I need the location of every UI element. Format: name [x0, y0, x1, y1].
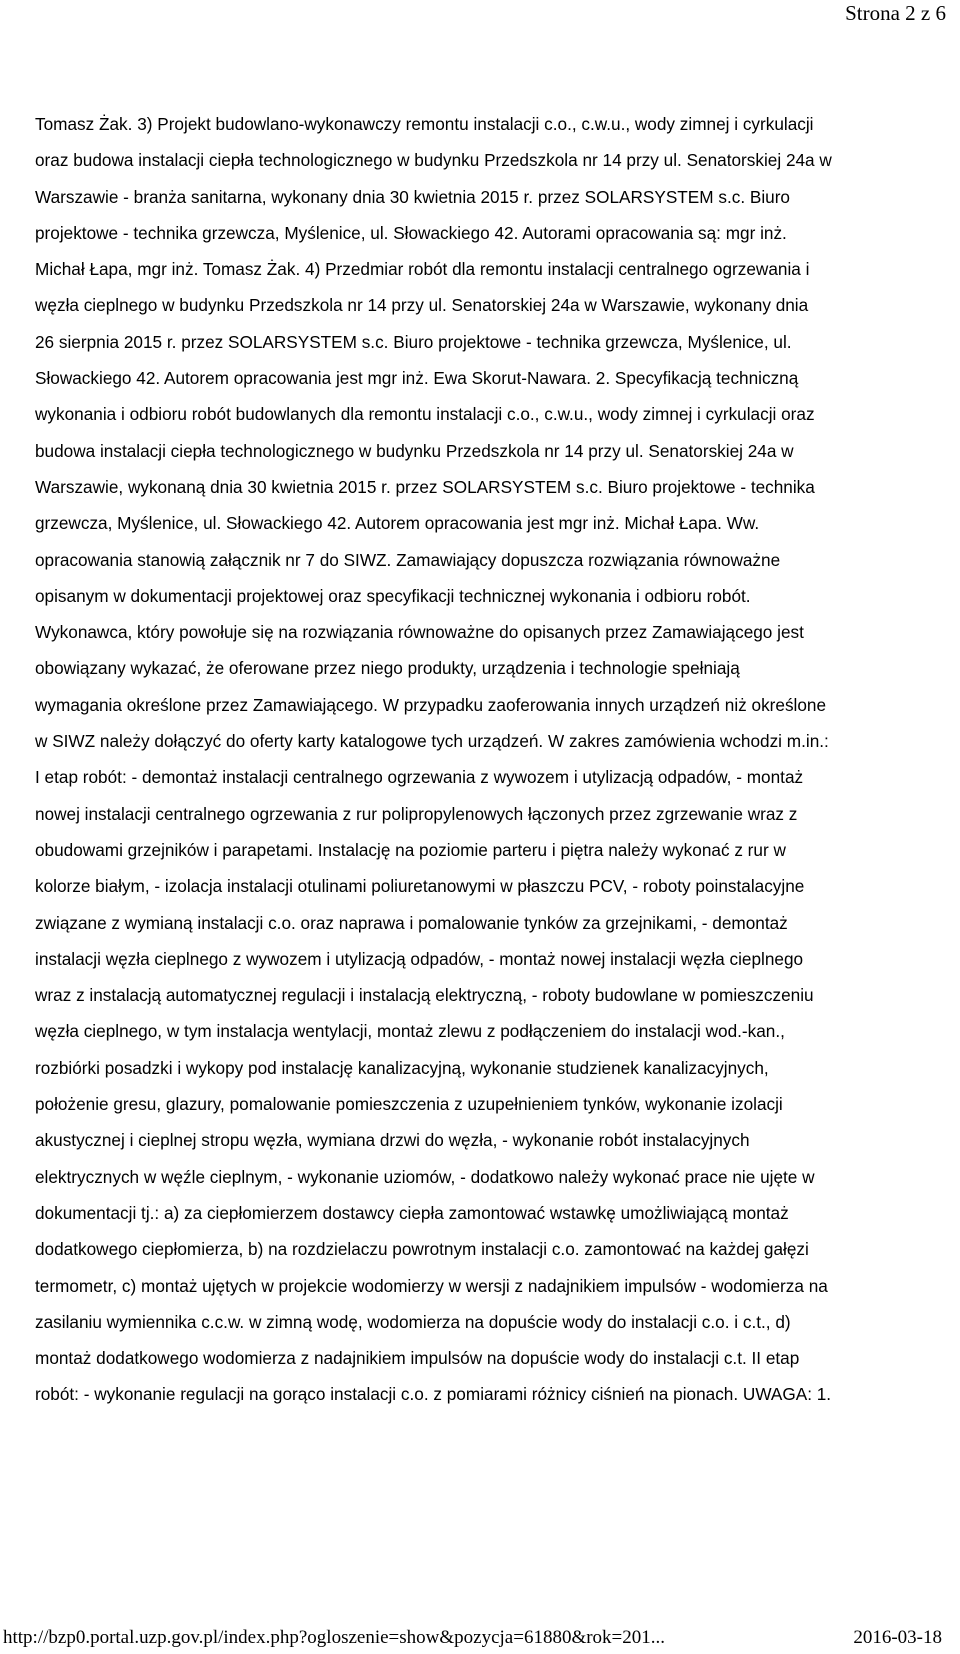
text-line: obowiązany wykazać, że oferowane przez niego produkty, urządzenia i technologie spełniają [35, 658, 740, 679]
text-line: zasilaniu wymiennika c.c.w. w zimną wodę, wodomierza na dopuście wody do instalacji c.o. i c.t., d) [35, 1311, 791, 1332]
text-line: nowej instalacji centralnego ogrzewania z rur polipropylenowych łączonych przez zgrzewanie wraz z [35, 803, 798, 824]
text-line: Wykonawca, który powołuje się na rozwiązania równoważne do opisanych przez Zamawiającego jest [35, 622, 804, 643]
text-line: grzewcza, Myślenice, ul. Słowackiego 42. Autorem opracowania jest mgr inż. Michał Łapa. Ww. [35, 513, 760, 534]
text-line: akustycznej i cieplnej stropu węzła, wymiana drzwi do węzła, - wykonanie robót instalacyjnych [35, 1130, 750, 1151]
text-line: termometr, c) montaż ujętych w projekcie wodomierzy w wersji z nadajnikiem impulsów - wodomierza na [35, 1275, 828, 1296]
text-line: budowa instalacji ciepła technologicznego w budynku Przedszkola nr 14 przy ul. Senatorskiej 24a w [35, 440, 794, 461]
text-line: I etap robót: - demontaż instalacji centralnego ogrzewania z wywozem i utylizacją odpadów, - montaż [35, 767, 804, 788]
page-footer [0, 1624, 960, 1652]
text-line: dodatkowego ciepłomierza, b) na rozdzielaczu powrotnym instalacji c.o. zamontować na każdej gałęzi [35, 1239, 809, 1260]
text-line: dokumentacji tj.: a) za ciepłomierzem dostawcy ciepła zamontować wstawkę umożliwiającą montaż [35, 1202, 789, 1223]
text-line: rozbiórki posadzki i wykopy pod instalację kanalizacyjną, wykonanie studzienek kanalizacyjnych, [35, 1057, 769, 1078]
text-line: obudowami grzejników i parapetami. Instalację na poziomie parteru i piętra należy wykonać z rur w [35, 839, 786, 860]
text-line: Michał Łapa, mgr inż. Tomasz Żak. 4) Przedmiar robót dla remontu instalacji centralnego ogrzewania i [35, 259, 810, 280]
print-date: 2016-03-18 [853, 1627, 942, 1648]
text-line: węzła cieplnego w budynku Przedszkola nr 14 przy ul. Senatorskiej 24a w Warszawie, wykonany dnia [35, 295, 809, 316]
document-body [35, 106, 935, 1413]
text-line: robót: - wykonanie regulacji na gorąco instalacji c.o. z pomiarami różnicy ciśnień na pionach. UWAGA: 1. [35, 1384, 832, 1405]
text-line: montaż dodatkowego wodomierza z nadajnikiem impulsów na dopuście wody do instalacji c.t. II etap [35, 1348, 800, 1369]
text-line: wymagania określone przez Zamawiającego. W przypadku zaoferowania innych urządzeń niż określone [35, 694, 827, 715]
text-line: Słowackiego 42. Autorem opracowania jest mgr inż. Ewa Skorut-Nawara. 2. Specyfikacją techniczną [35, 368, 799, 389]
text-line: elektrycznych w węźle cieplnym, - wykonanie uziomów, - dodatkowo należy wykonać prace nie ujęte w [35, 1166, 815, 1187]
text-line: w SIWZ należy dołączyć do oferty karty katalogowe tych urządzeń. W zakres zamówienia wchodzi m.in.: [35, 731, 829, 752]
text-line: Warszawie, wykonaną dnia 30 kwietnia 2015 r. przez SOLARSYSTEM s.c. Biuro projektowe - technika [35, 476, 815, 497]
text-line: Tomasz Żak. 3) Projekt budowlano-wykonawczy remontu instalacji c.o., c.w.u., wody zimnej i cyrkulacji [35, 114, 814, 134]
text-line: węzła cieplnego, w tym instalacja wentylacji, montaż zlewu z podłączeniem do instalacji wod.-kan., [35, 1021, 785, 1042]
text-line: opisanym w dokumentacji projektowej oraz specyfikacji technicznej wykonania i odbioru robót. [35, 585, 751, 606]
text-line: wykonania i odbioru robót budowlanych dla remontu instalacji c.o., c.w.u., wody zimnej i cyrkulacji oraz [35, 404, 815, 425]
text-line: oraz budowa instalacji ciepła technologicznego w budynku Przedszkola nr 14 przy ul. Senatorskiej 24a w [35, 150, 832, 171]
text-line: Warszawie - branża sanitarna, wykonany dnia 30 kwietnia 2015 r. przez SOLARSYSTEM s.c. Biuro [35, 186, 790, 207]
text-line: kolorze białym, - izolacja instalacji otulinami poliuretanowymi w płaszczu PCV, - roboty poinstalacyjne [35, 876, 805, 897]
text-line: 26 sierpnia 2015 r. przez SOLARSYSTEM s.c. Biuro projektowe - technika grzewcza, Myślenice, ul. [35, 331, 792, 352]
page-number: Strona 2 z 6 [845, 1, 946, 25]
text-line: instalacji węzła cieplnego z wywozem i utylizacją odpadów, - montaż nowej instalacji węzła cieplnego [35, 948, 804, 969]
text-line: wraz z instalacją automatycznej regulacji i instalacją elektryczną, - roboty budowlane w pomieszczeniu [35, 985, 814, 1006]
text-line: związane z wymianą instalacji c.o. oraz naprawa i pomalowanie tynków za grzejnikami, - demontaż [35, 912, 788, 933]
source-url: http://bzp0.portal.uzp.gov.pl/index.php?ogloszenie=show&pozycja=61880&rok=201... [3, 1627, 666, 1648]
text-line: opracowania stanowią załącznik nr 7 do SIWZ. Zamawiający dopuszcza rozwiązania równoważne [35, 549, 781, 570]
text-line: projektowe - technika grzewcza, Myślenice, ul. Słowackiego 42. Autorami opracowania są: mgr inż. [35, 222, 787, 243]
text-line: położenie gresu, glazury, pomalowanie pomieszczenia z uzupełnieniem tynków, wykonanie izolacji [35, 1094, 783, 1115]
